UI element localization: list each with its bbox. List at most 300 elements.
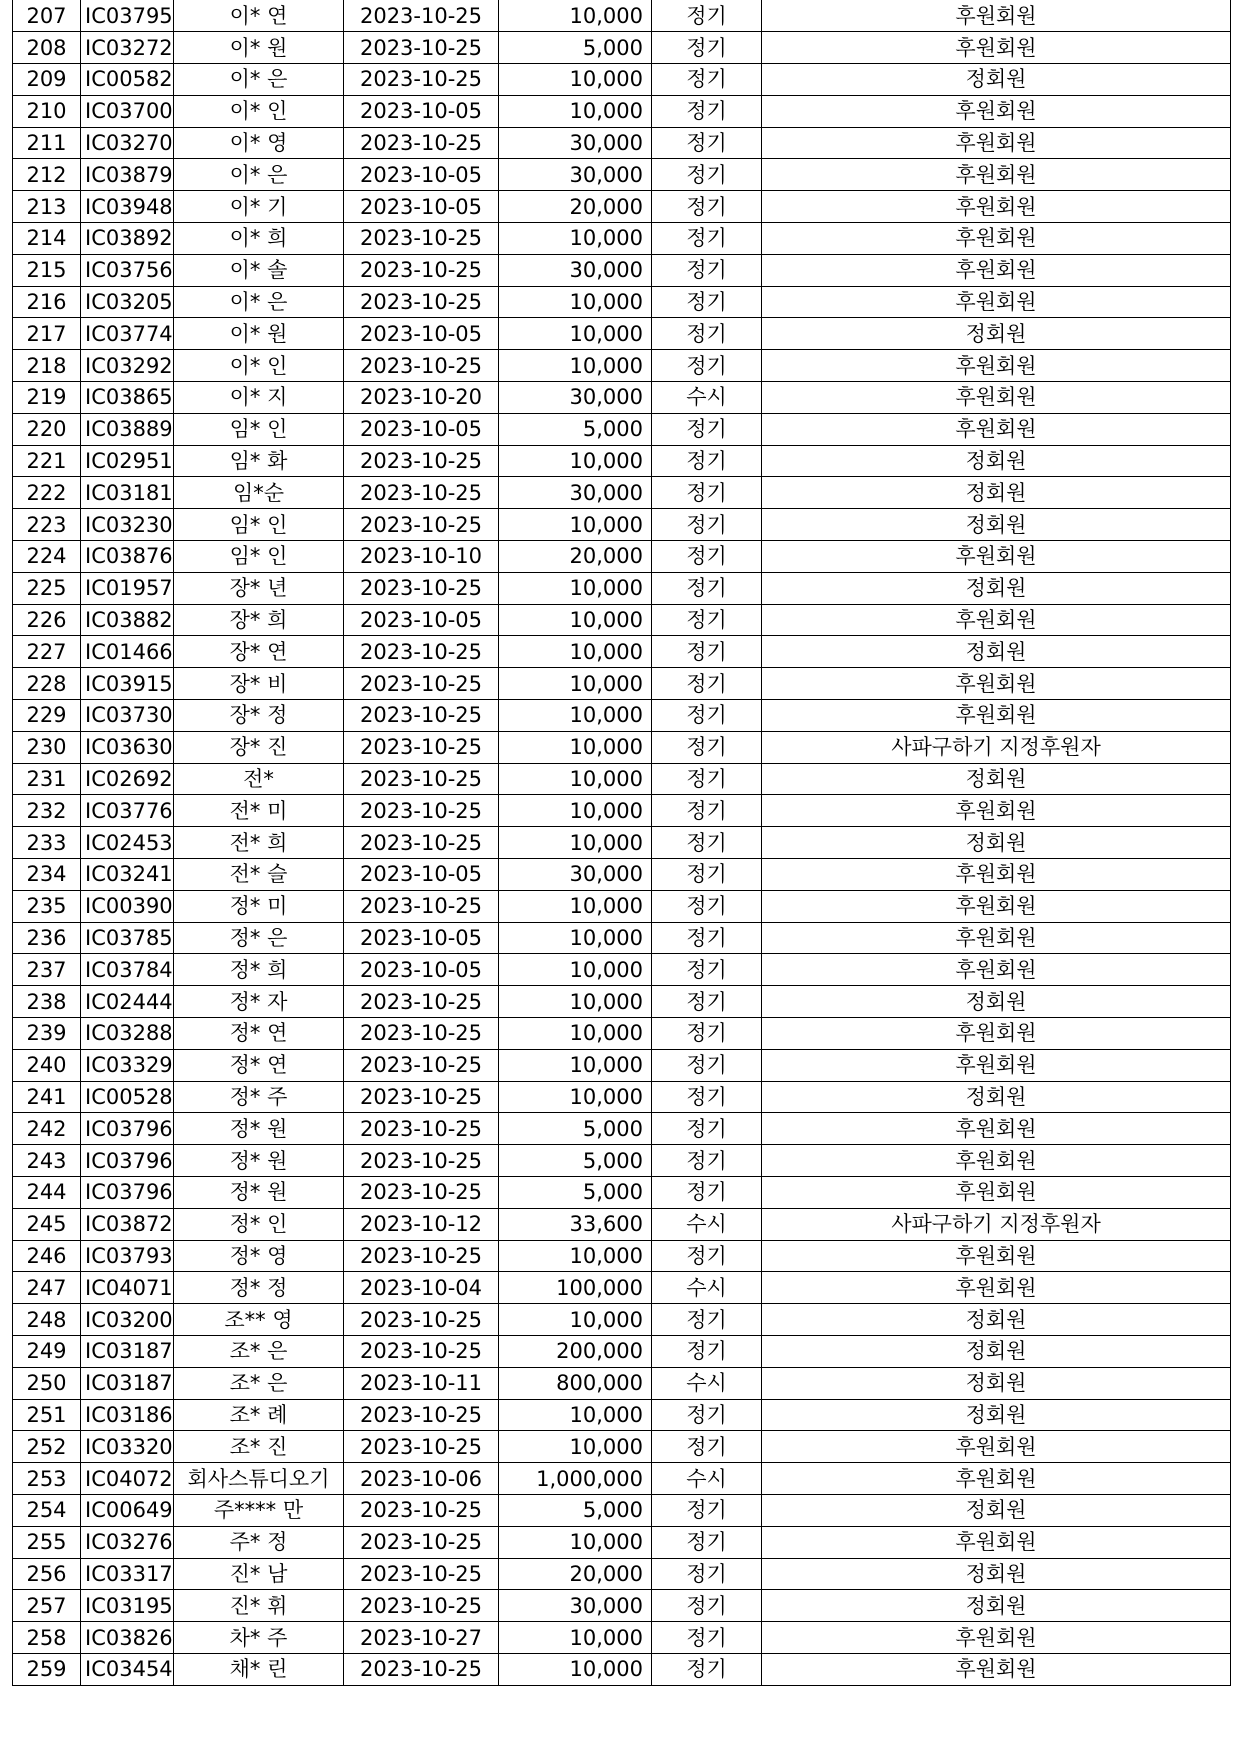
donation-type-cell: 정기 [652,1049,762,1081]
member-name-cell: 이* 인 [174,350,344,382]
member-name-cell: 이* 연 [174,0,344,32]
table-row [13,604,1231,636]
table-row [13,1622,1231,1654]
donation-type-cell: 정기 [652,1526,762,1558]
member-group-cell: 후원회원 [762,1622,1231,1654]
member-id-cell: IC02951 [81,445,174,477]
table-row [13,1272,1231,1304]
row-number-cell: 251 [13,1399,81,1431]
donation-date-cell: 2023-10-25 [344,668,499,700]
member-id-cell: IC03879 [81,159,174,191]
row-number-cell: 243 [13,1145,81,1177]
donation-date-cell: 2023-10-25 [344,32,499,64]
member-name-cell: 전* 슬 [174,859,344,891]
member-group-cell: 정회원 [762,1304,1231,1336]
table-row [13,382,1231,414]
donation-date-cell: 2023-10-25 [344,763,499,795]
member-name-cell: 이* 희 [174,223,344,255]
row-number-cell: 207 [13,0,81,32]
row-number-cell: 255 [13,1526,81,1558]
row-number-cell: 228 [13,668,81,700]
donation-date-cell: 2023-10-25 [344,827,499,859]
table-row [13,1558,1231,1590]
member-group-cell: 정회원 [762,445,1231,477]
donation-type-cell: 정기 [652,0,762,32]
row-number-cell: 229 [13,700,81,732]
member-name-cell: 임*순 [174,477,344,509]
amount-cell: 30,000 [499,159,652,191]
donation-type-cell: 정기 [652,1176,762,1208]
table-row [13,1653,1231,1685]
member-group-cell: 정회원 [762,763,1231,795]
table-row [13,159,1231,191]
row-number-cell: 258 [13,1622,81,1654]
member-group-cell: 후원회원 [762,0,1231,32]
member-name-cell: 이* 은 [174,159,344,191]
member-group-cell: 사파구하기 지정후원자 [762,1208,1231,1240]
row-number-cell: 245 [13,1208,81,1240]
donation-date-cell: 2023-10-05 [344,604,499,636]
member-name-cell: 채* 린 [174,1653,344,1685]
amount-cell: 10,000 [499,1240,652,1272]
table-row [13,1145,1231,1177]
row-number-cell: 244 [13,1176,81,1208]
member-id-cell: IC03200 [81,1304,174,1336]
row-number-cell: 238 [13,986,81,1018]
amount-cell: 30,000 [499,382,652,414]
table-row [13,1335,1231,1367]
donation-date-cell: 2023-10-25 [344,509,499,541]
donation-type-cell: 정기 [652,1431,762,1463]
member-group-cell: 후원회원 [762,127,1231,159]
member-name-cell: 정* 은 [174,922,344,954]
member-name-cell: 이* 은 [174,286,344,318]
table-row [13,636,1231,668]
amount-cell: 10,000 [499,668,652,700]
member-id-cell: IC03205 [81,286,174,318]
member-id-cell: IC03276 [81,1526,174,1558]
amount-cell: 10,000 [499,731,652,763]
donation-type-cell: 정기 [652,763,762,795]
member-name-cell: 정* 주 [174,1081,344,1113]
donation-date-cell: 2023-10-25 [344,1526,499,1558]
donation-date-cell: 2023-10-25 [344,572,499,604]
donation-date-cell: 2023-10-25 [344,445,499,477]
member-id-cell: IC03889 [81,413,174,445]
member-name-cell: 차* 주 [174,1622,344,1654]
donation-date-cell: 2023-10-25 [344,477,499,509]
member-group-cell: 정회원 [762,318,1231,350]
amount-cell: 100,000 [499,1272,652,1304]
member-group-cell: 후원회원 [762,604,1231,636]
member-group-cell: 후원회원 [762,95,1231,127]
amount-cell: 10,000 [499,1081,652,1113]
member-id-cell: IC03329 [81,1049,174,1081]
table-row [13,127,1231,159]
member-group-cell: 후원회원 [762,1176,1231,1208]
member-name-cell: 임* 인 [174,541,344,573]
donor-table-body [13,0,1231,1685]
member-id-cell: IC03795 [81,0,174,32]
row-number-cell: 224 [13,541,81,573]
table-row [13,1399,1231,1431]
member-id-cell: IC03756 [81,254,174,286]
donation-type-cell: 정기 [652,1304,762,1336]
donation-type-cell: 정기 [652,859,762,891]
amount-cell: 5,000 [499,1176,652,1208]
member-group-cell: 후원회원 [762,1526,1231,1558]
table-row [13,1304,1231,1336]
amount-cell: 10,000 [499,1526,652,1558]
donation-type-cell: 정기 [652,286,762,318]
table-row [13,890,1231,922]
member-id-cell: IC03730 [81,700,174,732]
member-name-cell: 정* 원 [174,1145,344,1177]
member-name-cell: 장* 연 [174,636,344,668]
member-group-cell: 후원회원 [762,1240,1231,1272]
donation-date-cell: 2023-10-25 [344,1431,499,1463]
donation-date-cell: 2023-10-25 [344,1113,499,1145]
amount-cell: 1,000,000 [499,1463,652,1495]
member-group-cell: 후원회원 [762,191,1231,223]
table-row [13,350,1231,382]
table-row [13,700,1231,732]
table-row [13,1176,1231,1208]
table-row [13,1208,1231,1240]
amount-cell: 10,000 [499,890,652,922]
row-number-cell: 257 [13,1590,81,1622]
amount-cell: 10,000 [499,1399,652,1431]
member-group-cell: 후원회원 [762,541,1231,573]
row-number-cell: 230 [13,731,81,763]
amount-cell: 10,000 [499,445,652,477]
table-row [13,1049,1231,1081]
donation-type-cell: 정기 [652,1494,762,1526]
amount-cell: 33,600 [499,1208,652,1240]
donation-type-cell: 정기 [652,318,762,350]
member-name-cell: 정* 원 [174,1113,344,1145]
member-id-cell: IC03796 [81,1176,174,1208]
donation-type-cell: 수시 [652,1463,762,1495]
member-group-cell: 후원회원 [762,890,1231,922]
amount-cell: 10,000 [499,509,652,541]
member-name-cell: 조* 은 [174,1367,344,1399]
row-number-cell: 213 [13,191,81,223]
amount-cell: 10,000 [499,700,652,732]
donation-date-cell: 2023-10-25 [344,254,499,286]
amount-cell: 10,000 [499,318,652,350]
member-id-cell: IC01466 [81,636,174,668]
member-id-cell: IC00582 [81,64,174,96]
amount-cell: 10,000 [499,223,652,255]
member-id-cell: IC03784 [81,954,174,986]
donation-type-cell: 정기 [652,1081,762,1113]
row-number-cell: 259 [13,1653,81,1685]
amount-cell: 10,000 [499,604,652,636]
member-group-cell: 후원회원 [762,1145,1231,1177]
member-name-cell: 정* 인 [174,1208,344,1240]
donation-type-cell: 수시 [652,382,762,414]
row-number-cell: 222 [13,477,81,509]
member-group-cell: 정회원 [762,572,1231,604]
member-id-cell: IC03187 [81,1335,174,1367]
member-group-cell: 후원회원 [762,32,1231,64]
amount-cell: 10,000 [499,0,652,32]
donation-date-cell: 2023-10-05 [344,859,499,891]
member-id-cell: IC02692 [81,763,174,795]
donation-date-cell: 2023-10-10 [344,541,499,573]
member-id-cell: IC02453 [81,827,174,859]
donation-date-cell: 2023-10-25 [344,1081,499,1113]
member-name-cell: 장* 진 [174,731,344,763]
donation-date-cell: 2023-10-25 [344,1145,499,1177]
table-row [13,1526,1231,1558]
donation-type-cell: 정기 [652,731,762,763]
donation-date-cell: 2023-10-25 [344,1590,499,1622]
donation-date-cell: 2023-10-25 [344,1049,499,1081]
amount-cell: 30,000 [499,859,652,891]
table-row [13,32,1231,64]
member-name-cell: 이* 지 [174,382,344,414]
member-group-cell: 후원회원 [762,159,1231,191]
amount-cell: 10,000 [499,922,652,954]
member-id-cell: IC03865 [81,382,174,414]
donation-date-cell: 2023-10-04 [344,1272,499,1304]
donation-date-cell: 2023-10-25 [344,350,499,382]
row-number-cell: 221 [13,445,81,477]
row-number-cell: 232 [13,795,81,827]
amount-cell: 10,000 [499,986,652,1018]
donation-date-cell: 2023-10-11 [344,1367,499,1399]
table-row [13,986,1231,1018]
donation-date-cell: 2023-10-05 [344,954,499,986]
table-row [13,1240,1231,1272]
donation-date-cell: 2023-10-25 [344,127,499,159]
donation-type-cell: 정기 [652,1590,762,1622]
member-name-cell: 정* 원 [174,1176,344,1208]
member-name-cell: 주**** 만 [174,1494,344,1526]
member-id-cell: IC03454 [81,1653,174,1685]
member-group-cell: 후원회원 [762,668,1231,700]
donation-date-cell: 2023-10-25 [344,64,499,96]
member-id-cell: IC03270 [81,127,174,159]
row-number-cell: 254 [13,1494,81,1526]
row-number-cell: 219 [13,382,81,414]
member-name-cell: 전* 희 [174,827,344,859]
row-number-cell: 209 [13,64,81,96]
row-number-cell: 240 [13,1049,81,1081]
member-id-cell: IC03785 [81,922,174,954]
member-name-cell: 이* 원 [174,318,344,350]
donation-type-cell: 정기 [652,795,762,827]
table-row [13,572,1231,604]
amount-cell: 10,000 [499,1431,652,1463]
member-id-cell: IC03181 [81,477,174,509]
table-row [13,1367,1231,1399]
amount-cell: 10,000 [499,350,652,382]
row-number-cell: 214 [13,223,81,255]
row-number-cell: 247 [13,1272,81,1304]
amount-cell: 10,000 [499,636,652,668]
donation-date-cell: 2023-10-05 [344,95,499,127]
member-group-cell: 정회원 [762,1335,1231,1367]
member-group-cell: 후원회원 [762,286,1231,318]
amount-cell: 10,000 [499,954,652,986]
donation-type-cell: 정기 [652,1240,762,1272]
table-row [13,318,1231,350]
table-row [13,763,1231,795]
member-group-cell: 정회원 [762,986,1231,1018]
member-name-cell: 조** 영 [174,1304,344,1336]
member-id-cell: IC03796 [81,1113,174,1145]
donation-date-cell: 2023-10-25 [344,1494,499,1526]
row-number-cell: 234 [13,859,81,891]
member-group-cell: 정회원 [762,509,1231,541]
row-number-cell: 212 [13,159,81,191]
table-row [13,1463,1231,1495]
table-row [13,1018,1231,1050]
donation-type-cell: 정기 [652,509,762,541]
member-id-cell: IC03241 [81,859,174,891]
donation-date-cell: 2023-10-05 [344,159,499,191]
member-name-cell: 임* 인 [174,413,344,445]
table-row [13,731,1231,763]
donation-type-cell: 정기 [652,445,762,477]
member-name-cell: 장* 비 [174,668,344,700]
donation-type-cell: 정기 [652,32,762,64]
amount-cell: 10,000 [499,1653,652,1685]
donation-date-cell: 2023-10-25 [344,223,499,255]
member-group-cell: 후원회원 [762,1272,1231,1304]
table-row [13,223,1231,255]
amount-cell: 20,000 [499,191,652,223]
member-group-cell: 정회원 [762,1081,1231,1113]
row-number-cell: 237 [13,954,81,986]
table-row [13,922,1231,954]
donation-date-cell: 2023-10-25 [344,1653,499,1685]
table-row [13,413,1231,445]
member-id-cell: IC01957 [81,572,174,604]
member-name-cell: 장* 정 [174,700,344,732]
amount-cell: 5,000 [499,1145,652,1177]
donation-type-cell: 정기 [652,1145,762,1177]
table-row [13,1590,1231,1622]
table-row [13,954,1231,986]
amount-cell: 5,000 [499,1494,652,1526]
member-id-cell: IC00649 [81,1494,174,1526]
member-group-cell: 정회원 [762,1367,1231,1399]
donation-type-cell: 정기 [652,223,762,255]
member-id-cell: IC04072 [81,1463,174,1495]
donation-date-cell: 2023-10-25 [344,700,499,732]
donation-date-cell: 2023-10-25 [344,986,499,1018]
member-id-cell: IC04071 [81,1272,174,1304]
member-id-cell: IC03288 [81,1018,174,1050]
member-name-cell: 주* 정 [174,1526,344,1558]
row-number-cell: 246 [13,1240,81,1272]
member-name-cell: 이* 원 [174,32,344,64]
amount-cell: 5,000 [499,32,652,64]
amount-cell: 10,000 [499,95,652,127]
member-name-cell: 전* [174,763,344,795]
member-id-cell: IC03186 [81,1399,174,1431]
table-row [13,795,1231,827]
donation-type-cell: 수시 [652,1208,762,1240]
table-row [13,541,1231,573]
donation-date-cell: 2023-10-25 [344,636,499,668]
row-number-cell: 225 [13,572,81,604]
donation-type-cell: 정기 [652,413,762,445]
donation-type-cell: 정기 [652,604,762,636]
donation-type-cell: 정기 [652,1018,762,1050]
member-group-cell: 후원회원 [762,382,1231,414]
member-id-cell: IC03882 [81,604,174,636]
row-number-cell: 208 [13,32,81,64]
amount-cell: 20,000 [499,541,652,573]
donation-type-cell: 정기 [652,1335,762,1367]
member-name-cell: 이* 기 [174,191,344,223]
member-id-cell: IC03796 [81,1145,174,1177]
row-number-cell: 256 [13,1558,81,1590]
member-group-cell: 후원회원 [762,1463,1231,1495]
member-group-cell: 후원회원 [762,1431,1231,1463]
amount-cell: 10,000 [499,1018,652,1050]
table-row [13,64,1231,96]
member-id-cell: IC02444 [81,986,174,1018]
member-group-cell: 후원회원 [762,795,1231,827]
member-group-cell: 사파구하기 지정후원자 [762,731,1231,763]
row-number-cell: 226 [13,604,81,636]
donation-type-cell: 정기 [652,254,762,286]
member-name-cell: 정* 자 [174,986,344,1018]
donation-type-cell: 정기 [652,636,762,668]
member-id-cell: IC00528 [81,1081,174,1113]
member-name-cell: 전* 미 [174,795,344,827]
member-name-cell: 조* 은 [174,1335,344,1367]
row-number-cell: 236 [13,922,81,954]
amount-cell: 800,000 [499,1367,652,1399]
member-group-cell: 후원회원 [762,954,1231,986]
row-number-cell: 216 [13,286,81,318]
member-group-cell: 후원회원 [762,1653,1231,1685]
amount-cell: 5,000 [499,413,652,445]
donation-date-cell: 2023-10-05 [344,413,499,445]
amount-cell: 200,000 [499,1335,652,1367]
donation-date-cell: 2023-10-25 [344,1240,499,1272]
row-number-cell: 241 [13,1081,81,1113]
row-number-cell: 239 [13,1018,81,1050]
row-number-cell: 250 [13,1367,81,1399]
donation-type-cell: 정기 [652,954,762,986]
amount-cell: 10,000 [499,64,652,96]
amount-cell: 10,000 [499,1049,652,1081]
member-name-cell: 장* 년 [174,572,344,604]
table-row [13,827,1231,859]
member-id-cell: IC03774 [81,318,174,350]
member-name-cell: 진* 휘 [174,1590,344,1622]
member-id-cell: IC03292 [81,350,174,382]
donation-type-cell: 정기 [652,1113,762,1145]
row-number-cell: 242 [13,1113,81,1145]
member-id-cell: IC03272 [81,32,174,64]
amount-cell: 10,000 [499,827,652,859]
member-name-cell: 조* 례 [174,1399,344,1431]
row-number-cell: 253 [13,1463,81,1495]
donation-type-cell: 정기 [652,890,762,922]
member-id-cell: IC03826 [81,1622,174,1654]
member-id-cell: IC03892 [81,223,174,255]
donation-date-cell: 2023-10-25 [344,1399,499,1431]
